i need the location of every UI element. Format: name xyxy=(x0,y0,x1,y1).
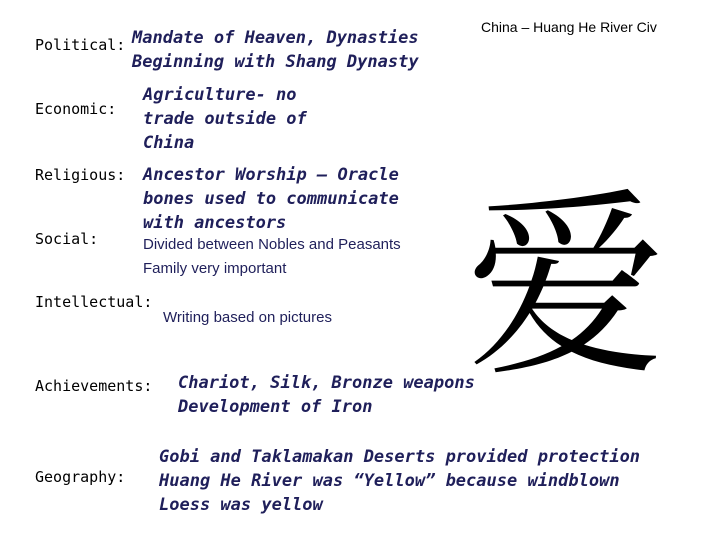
economic-text xyxy=(143,83,307,155)
religious-line-3: with ancestors xyxy=(143,213,287,233)
religious-line-2: bones used to communicate xyxy=(143,189,399,209)
chinese-character-image: 爱 xyxy=(466,171,667,404)
geography-line-1: Gobi and Taklamakan Deserts provided protection xyxy=(159,447,641,467)
religious-line-1: Ancestor Worship – Oracle xyxy=(143,165,399,185)
geography-text xyxy=(159,445,640,517)
social-line-1: Divided between Nobles and Peasants xyxy=(143,236,401,253)
social-label: Social: xyxy=(35,230,99,248)
religious-text xyxy=(143,163,399,235)
economic-label: Economic: xyxy=(35,100,117,118)
social-text xyxy=(143,233,401,281)
intellectual-text xyxy=(163,306,332,330)
economic-line-1: Agriculture- no xyxy=(143,85,297,105)
geography-label: Geography: xyxy=(35,468,126,486)
economic-line-2: trade outside of xyxy=(143,109,307,129)
geography-line-2: Huang He River was “Yellow” because windblown xyxy=(159,471,620,491)
social-line-2: Family very important xyxy=(143,260,287,277)
slide-title: China – Huang He River Civ xyxy=(481,19,657,35)
religious-label: Religious: xyxy=(35,166,126,184)
economic-line-3: China xyxy=(143,133,195,153)
achievements-line-2: Development of Iron xyxy=(178,397,373,417)
political-line-1: Mandate of Heaven, Dynasties xyxy=(132,28,419,48)
geography-line-3: Loess was yellow xyxy=(159,495,323,515)
political-line-2: Beginning with Shang Dynasty xyxy=(132,52,419,72)
achievements-line-1: Chariot, Silk, Bronze weapons xyxy=(178,373,475,393)
political-label: Political: xyxy=(35,36,126,54)
intellectual-line-1: Writing based on pictures xyxy=(163,309,332,326)
achievements-label: Achievements: xyxy=(35,377,153,395)
political-text xyxy=(132,26,419,74)
intellectual-label: Intellectual: xyxy=(35,293,153,311)
achievements-text xyxy=(178,371,475,419)
